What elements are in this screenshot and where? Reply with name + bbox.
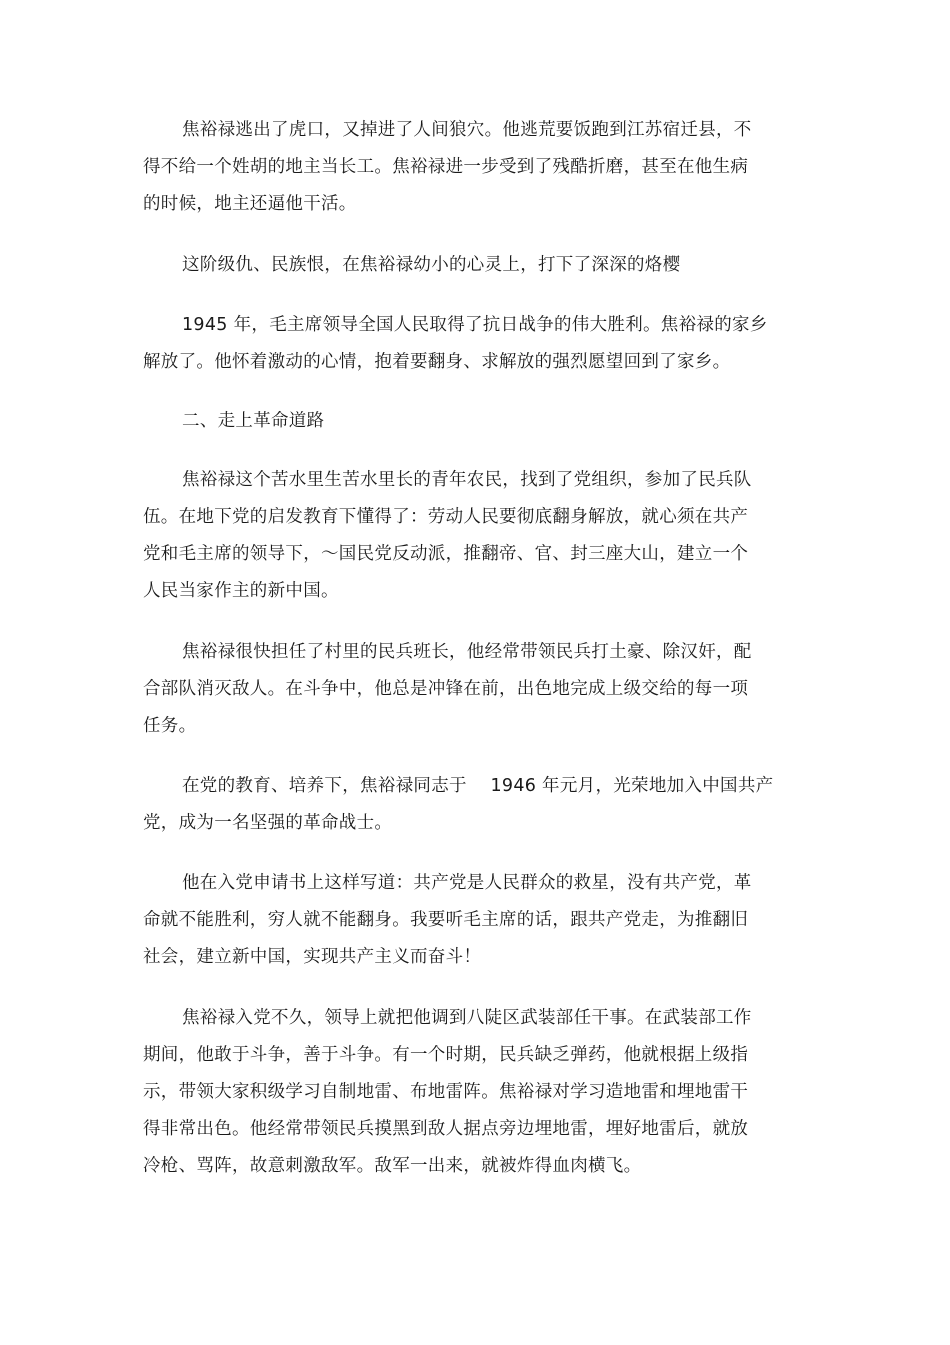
text-line: 这阶级仇、民族恨，在焦裕禄幼小的心灵上，打下了深深的烙樱 <box>182 255 681 275</box>
text-line: 焦裕禄这个苦水里生苦水里长的青年农民，找到了党组织，参加了民兵队 <box>182 470 752 490</box>
text-line: 1945 年，毛主席领导全国人民取得了抗日战争的伟大胜利。焦裕禄的家乡 <box>182 315 768 335</box>
text-line: 焦裕禄入党不久，领导上就把他调到八陡区武装部任干事。在武装部工作 <box>182 1008 752 1028</box>
text-line: 人民当家作主的新中国。 <box>143 581 339 601</box>
heading-text: 二、走上革命道路 <box>182 411 325 431</box>
text-line: 得不给一个姓胡的地主当长工。焦裕禄进一步受到了残酷折磨，甚至在他生病 <box>143 157 749 177</box>
text-line: 解放了。他怀着激动的心情，抱着要翻身、求解放的强烈愿望回到了家乡。 <box>143 352 731 372</box>
text-line: 得非常出色。他经常带领民兵摸黑到敌人据点旁边埋地雷，埋好地雷后，就放 <box>143 1119 749 1139</box>
text-line: 的时候，地主还逼他干活。 <box>143 194 357 214</box>
text-line: 社会，建立新中国，实现共产主义而奋斗！ <box>143 947 482 967</box>
text-line: 伍。在地下党的启发教育下懂得了：劳动人民要彻底翻身解放，就心须在共产 <box>143 507 749 527</box>
text-line: 命就不能胜利，穷人就不能翻身。我要听毛主席的话，跟共产党走，为推翻旧 <box>143 910 749 930</box>
text-line: 他在入党申请书上这样写道：共产党是人民群众的救星，没有共产党，革 <box>182 873 752 893</box>
text-line: 冷枪、骂阵，故意刺激敌军。敌军一出来，就被炸得血肉横飞。 <box>143 1156 642 1176</box>
text-line: 合部队消灭敌人。在斗争中，他总是冲锋在前，出色地完成上级交给的每一项 <box>143 679 749 699</box>
text-line: 示，带领大家积级学习自制地雷、布地雷阵。焦裕禄对学习造地雷和埋地雷干 <box>143 1082 749 1102</box>
text-line: 任务。 <box>143 716 197 736</box>
text-line: 党和毛主席的领导下，～国民党反动派，推翻帝、官、封三座大山，建立一个 <box>143 544 749 564</box>
text-line: 在党的教育、培养下，焦裕禄同志于 1946 年元月，光荣地加入中国共产 <box>182 776 774 796</box>
text-line: 焦裕禄很快担任了村里的民兵班长，他经常带领民兵打土豪、除汉奸，配 <box>182 642 752 662</box>
text-line: 焦裕禄逃出了虎口，又掉进了人间狼穴。他逃荒要饭跑到江苏宿迁县，不 <box>182 120 752 140</box>
text-line: 期间，他敢于斗争，善于斗争。有一个时期，民兵缺乏弹药，他就根据上级指 <box>143 1045 749 1065</box>
text-line: 党，成为一名坚强的革命战士。 <box>143 813 393 833</box>
